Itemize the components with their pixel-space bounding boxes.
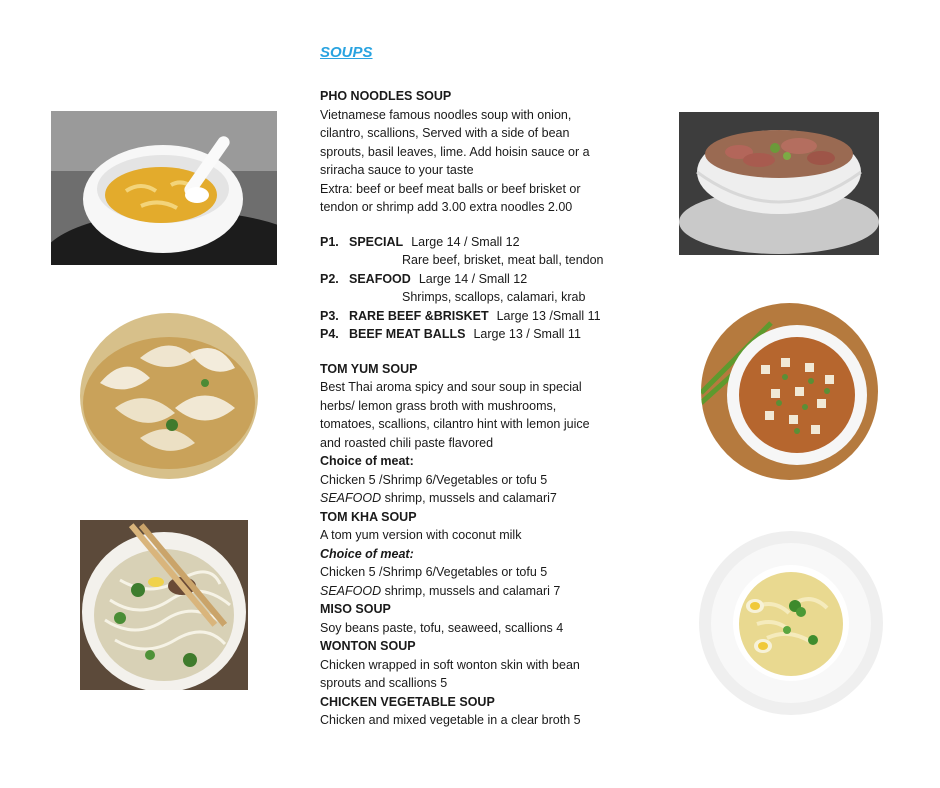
pho-item-p2 bbox=[320, 270, 640, 307]
tom-yum-title: TOM YUM SOUP bbox=[320, 361, 418, 376]
tom-yum-seafood bbox=[320, 489, 640, 508]
miso-title: MISO SOUP bbox=[320, 602, 391, 616]
pho-title: PHO NOODLES SOUP bbox=[320, 89, 452, 103]
item-price: Large 13 / Small 11 bbox=[473, 327, 581, 341]
item-price: Large 13 /Small 11 bbox=[496, 308, 601, 323]
wonton-title: WONTON SOUP bbox=[320, 639, 416, 653]
wonton-description: Chicken wrapped in soft wonton skin with bean sprouts and scallions 5 bbox=[320, 657, 580, 690]
item-name: SEAFOOD bbox=[349, 271, 411, 286]
pho-bowl-photo bbox=[679, 112, 879, 255]
tom-kha-description: A tom yum version with coconut milk bbox=[320, 528, 522, 542]
miso-soup-photo bbox=[701, 303, 878, 480]
item-price: Large 14 / Small 12 bbox=[411, 234, 520, 249]
seafood-detail: shrimp, mussels and calamari7 bbox=[381, 491, 557, 505]
menu-column bbox=[320, 87, 640, 730]
chicken-vegetable-title: CHICKEN VEGETABLE SOUP bbox=[320, 694, 495, 709]
pho-description: Vietnamese famous noodles soup with onion, cilantro, scallions, Served with a side of bean sprouts, basil leaves, lime. Add hoisin sauce or a sriracha sauce to your taste Extra: beef or beef meat balls or beef brisket or tendon or shrimp add 3.00 extra noodles 2.00 bbox=[320, 107, 590, 214]
miso-description: Soy beans paste, tofu, seaweed, scallions 4 bbox=[320, 620, 564, 635]
item-name: RARE BEEF &BRISKET bbox=[349, 308, 489, 323]
seafood-label: SEAFOOD bbox=[320, 491, 382, 505]
seafood-label: SEAFOOD bbox=[320, 583, 382, 598]
item-detail: Rare beef, brisket, meat ball, tendon bbox=[402, 253, 604, 267]
egg-drop-soup-photo bbox=[51, 111, 277, 265]
item-name: BEEF MEAT BALLS bbox=[349, 327, 466, 341]
item-code: P3. bbox=[320, 308, 339, 323]
seafood-detail: shrimp, mussels and calamari 7 bbox=[381, 583, 561, 598]
item-code: P1. bbox=[320, 234, 339, 249]
tom-kha-seafood bbox=[320, 582, 640, 601]
pho-item-p1 bbox=[320, 233, 640, 270]
item-code: P4. bbox=[320, 327, 339, 341]
item-code: P2. bbox=[320, 271, 339, 286]
tom-kha-title: TOM KHA SOUP bbox=[320, 509, 417, 524]
tom-kha-prices: Chicken 5 /Shrimp 6/Vegetables or tofu 5 bbox=[320, 565, 548, 579]
tom-yum-choice-label: Choice of meat: bbox=[320, 454, 414, 468]
pho-noodle-photo bbox=[80, 520, 248, 690]
dumpling-soup-photo bbox=[80, 313, 258, 479]
tom-yum-description: Best Thai aroma spicy and sour soup in special herbs/ lemon grass broth with mushrooms, tomatoes, scallions, cilantro hint with lemon juice and roasted chili paste flavored bbox=[320, 380, 590, 450]
chicken-vegetable-description: Chicken and mixed vegetable in a clear broth 5 bbox=[320, 713, 581, 727]
tom-kha-choice-label: Choice of meat: bbox=[320, 546, 414, 561]
item-detail: Shrimps, scallops, calamari, krab bbox=[402, 290, 586, 304]
item-name: SPECIAL bbox=[349, 234, 404, 249]
pho-item-p4 bbox=[320, 325, 640, 344]
item-price: Large 14 / Small 12 bbox=[418, 271, 528, 286]
tom-yum-prices: Chicken 5 /Shrimp 6/Vegetables or tofu 5 bbox=[320, 472, 548, 487]
chicken-noodle-soup-photo bbox=[697, 528, 885, 718]
pho-item-p3 bbox=[320, 307, 640, 326]
section-title: SOUPS bbox=[320, 44, 373, 61]
